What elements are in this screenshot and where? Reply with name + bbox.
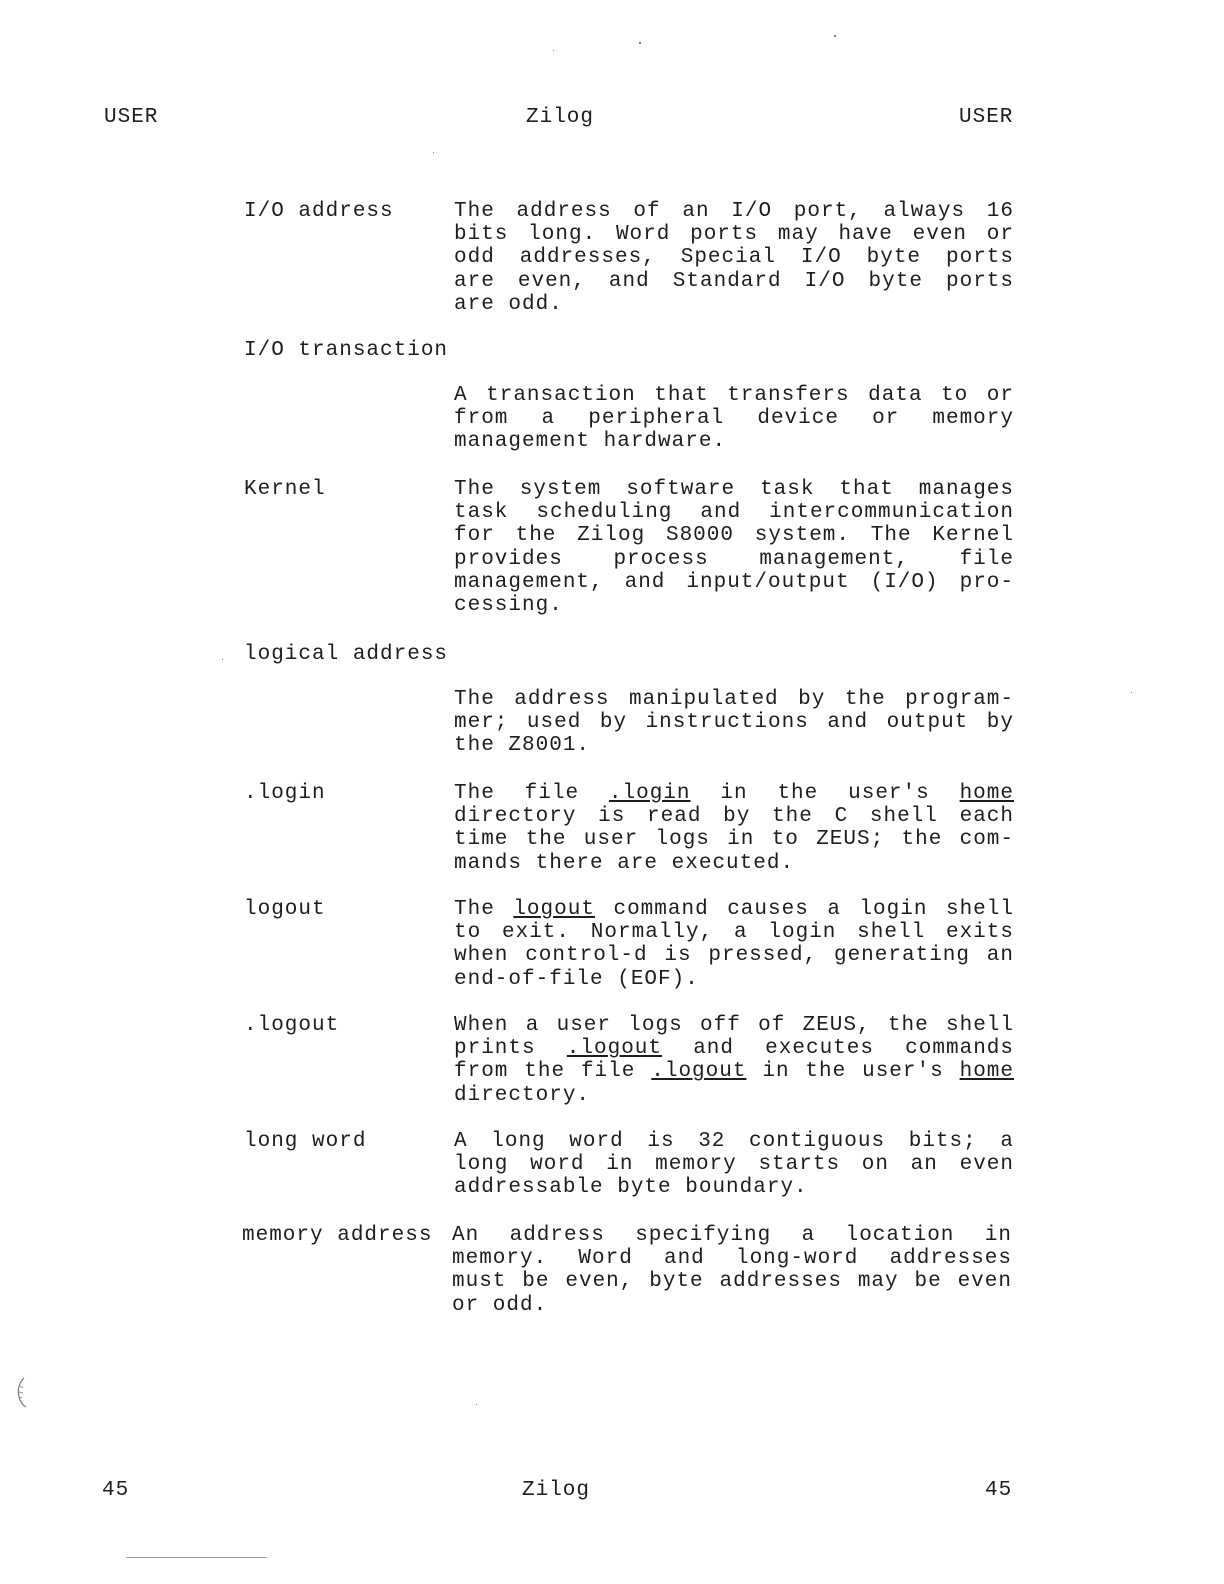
scan-speck: [1131, 692, 1132, 693]
definition-line: are odd.: [454, 292, 563, 316]
underlined-term: home: [959, 782, 1014, 805]
definition-line: [454, 782, 1014, 805]
definition-line: provides process management, file: [454, 547, 1014, 571]
footer-right-page-number: 45: [985, 1479, 1013, 1502]
header-left: USER: [104, 106, 159, 129]
definition-line: mer; used by instructions and output by: [454, 711, 1014, 735]
definition-line: A transaction that transfers data to or: [454, 384, 1014, 407]
definition-line: bits long. Word ports may have even or: [454, 223, 1014, 247]
definition-kernel: [454, 478, 1014, 617]
definition-line: [454, 898, 1014, 921]
scan-speck: [476, 1404, 477, 1405]
underlined-term: .logout: [651, 1060, 747, 1084]
text-run: The file: [454, 782, 609, 805]
definition-line: The address of an I/O port, always 16: [454, 200, 1014, 223]
definition-io-address: [454, 200, 1014, 316]
term-long-word: long word: [244, 1130, 367, 1153]
term-dot-logout: .logout: [244, 1014, 340, 1037]
footer-center: Zilog: [522, 1479, 591, 1502]
term-logical-address: logical address: [244, 643, 449, 666]
definition-line: must be even, byte addresses may be even: [452, 1270, 1012, 1294]
text-run: in the user's: [690, 782, 960, 805]
scan-speck: [433, 152, 434, 153]
definition-line: When a user logs off of ZEUS, the shell: [454, 1014, 1014, 1037]
definition-line: An address specifying a location in: [452, 1224, 1012, 1247]
text-run: and executes commands: [662, 1037, 1014, 1061]
definition-line: cessing.: [454, 593, 563, 617]
definition-line: directory.: [454, 1083, 591, 1107]
bottom-edge-rule: [126, 1557, 267, 1558]
term-logout: logout: [244, 898, 326, 921]
underlined-term: home: [959, 1060, 1015, 1084]
definition-line: when control-d is pressed, generating an: [454, 944, 1014, 968]
definition-line: [454, 1037, 1014, 1060]
definition-line: for the Zilog S8000 system. The Kernel: [454, 524, 1014, 548]
definition-dot-logout: [454, 1014, 1014, 1107]
term-memory-address: memory address: [242, 1224, 433, 1247]
definition-line: directory is read by the C shell each: [454, 805, 1014, 829]
definition-line: to exit. Normally, a login shell exits: [454, 921, 1014, 945]
definition-line: or odd.: [452, 1293, 548, 1317]
definition-logout: [454, 898, 1014, 991]
scan-speck: [639, 42, 641, 44]
header-right: USER: [959, 106, 1014, 129]
definition-long-word: [454, 1130, 1014, 1200]
definition-line: management hardware.: [454, 430, 727, 454]
definition-line: mands there are executed.: [454, 851, 795, 875]
term-kernel: Kernel: [244, 478, 326, 501]
definition-line: addressable byte boundary.: [454, 1176, 808, 1200]
definition-line: memory. Word and long-word addresses: [452, 1247, 1012, 1271]
definition-line: task scheduling and intercommunication: [454, 501, 1014, 525]
text-run: The: [454, 898, 514, 921]
definition-line: time the user logs in to ZEUS; the com-: [454, 828, 1014, 852]
definition-line: The system software task that manages: [454, 478, 1014, 501]
underlined-term: .logout: [566, 1037, 663, 1061]
definition-logical-address: [454, 688, 1014, 758]
term-io-transaction: I/O transaction: [244, 339, 449, 362]
definition-memory-address: [452, 1224, 1012, 1317]
definition-line: management, and input/output (I/O) pro-: [454, 570, 1014, 594]
definition-line: the Z8001.: [454, 734, 591, 758]
underlined-term: logout: [513, 898, 595, 921]
footer-left-page-number: 45: [102, 1479, 130, 1502]
definition-login: [454, 782, 1014, 875]
definition-line: The address manipulated by the program-: [454, 688, 1014, 711]
definition-line: A long word is 32 contiguous bits; a: [454, 1130, 1014, 1153]
text-run: prints: [454, 1037, 567, 1061]
term-login: .login: [244, 782, 326, 805]
text-run: command causes a login shell: [594, 898, 1014, 921]
definition-line: [454, 1060, 1014, 1083]
definition-line: long word in memory starts on an even: [454, 1153, 1014, 1177]
header-center: Zilog: [526, 106, 595, 129]
scan-speck: [222, 659, 223, 660]
underlined-term: .login: [608, 782, 691, 805]
scan-speck: [553, 50, 554, 51]
definition-io-transaction: [454, 384, 1014, 454]
definition-line: are even, and Standard I/O byte ports: [454, 269, 1014, 293]
definition-line: from a peripheral device or memory: [454, 407, 1014, 431]
term-io-address: I/O address: [244, 200, 394, 223]
scan-edge-mark: [14, 1376, 28, 1408]
text-run: in the user's: [746, 1060, 960, 1084]
text-run: from the file: [454, 1060, 652, 1084]
definition-line: end-of-file (EOF).: [454, 967, 699, 991]
scan-speck: [834, 35, 836, 37]
definition-line: odd addresses, Special I/O byte ports: [454, 246, 1014, 270]
